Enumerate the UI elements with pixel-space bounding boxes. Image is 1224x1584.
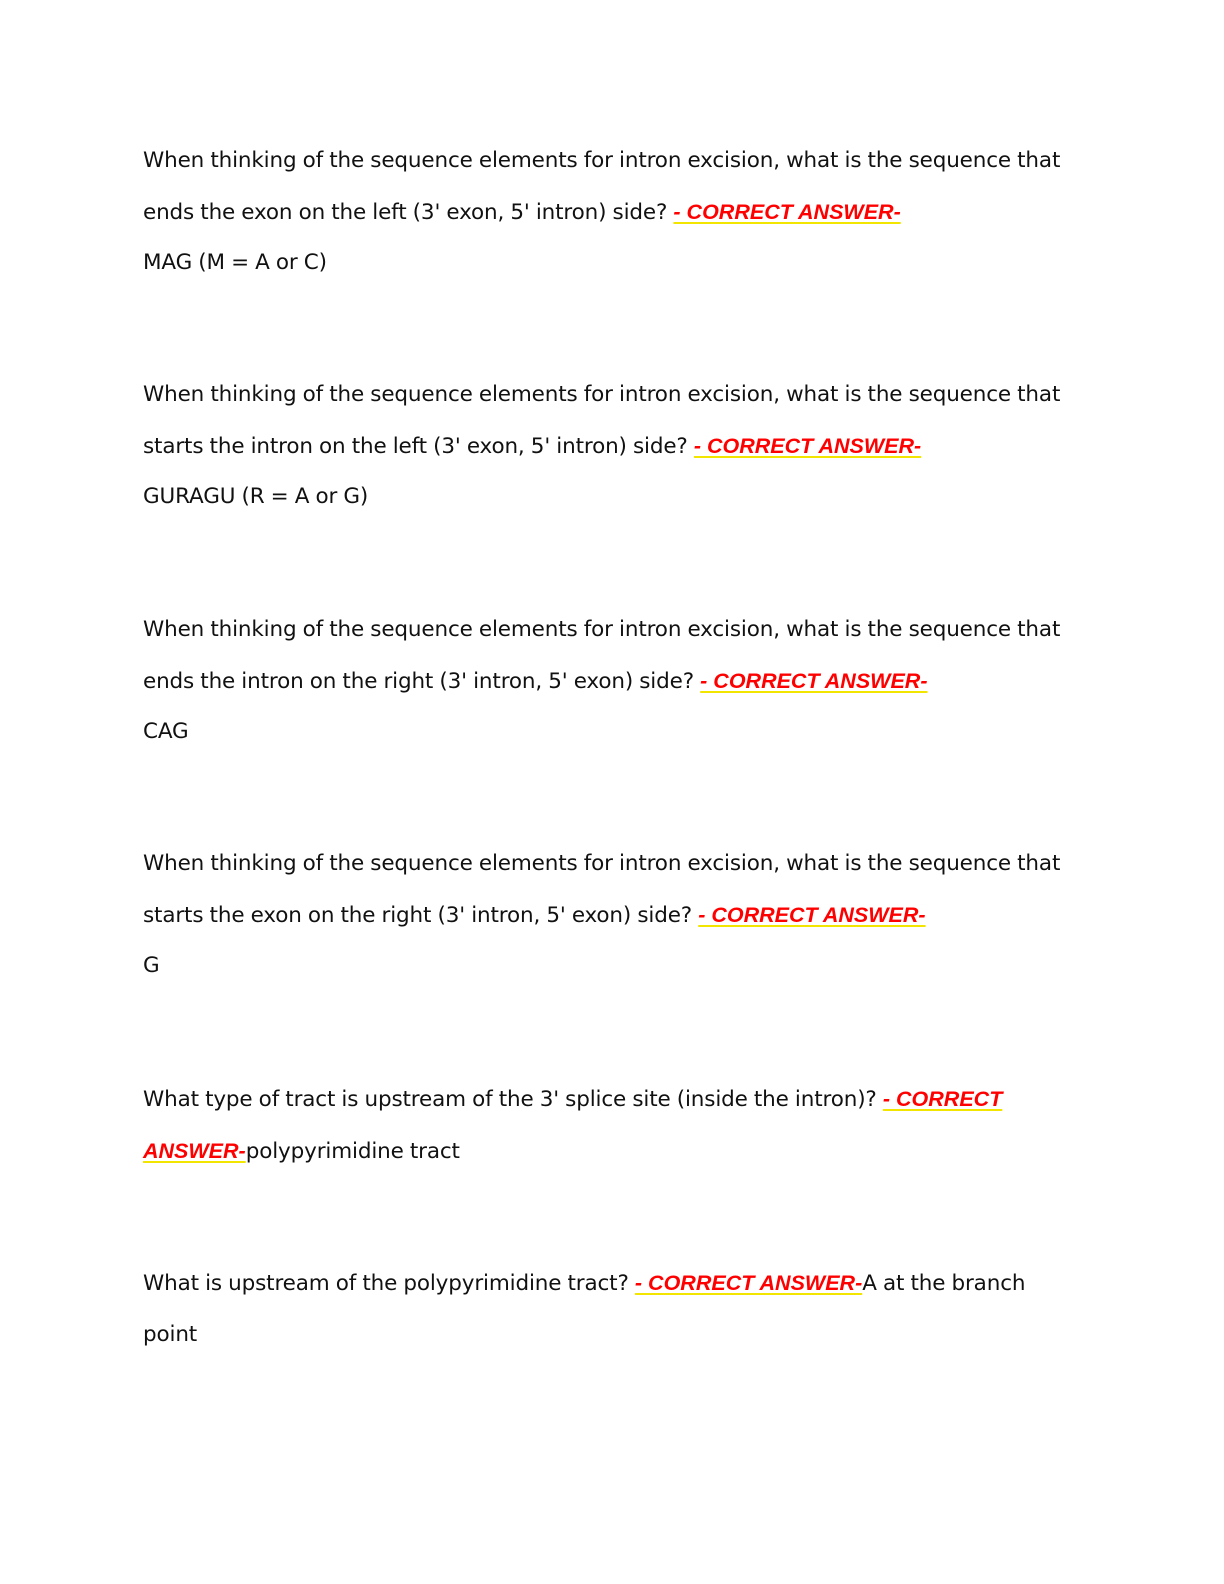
answer-text: CAG <box>143 719 189 744</box>
correct-answer-marker: - CORRECT ANSWER- <box>634 1271 863 1295</box>
correct-answer-marker: - CORRECT ANSWER- <box>698 902 926 927</box>
answer-text: MAG (M = A or C) <box>143 250 327 275</box>
qa-item <box>143 839 1083 992</box>
correct-answer-marker: - CORRECT ANSWER- <box>673 199 901 224</box>
correct-answer-marker: - CORRECT ANSWER- <box>143 1087 1003 1163</box>
qa-item <box>143 605 1083 758</box>
answer-text: GURAGU (R = A or G) <box>143 484 369 509</box>
question-text: When thinking of the sequence elements for intron excision, what is the sequence that starts the exon on the right (3' intron, 5' exon) side? <box>143 851 1061 928</box>
answer-text: A at the branch point <box>143 1271 1026 1347</box>
correct-answer-marker: - CORRECT ANSWER- <box>693 433 922 458</box>
answer-text: polypyrimidine tract <box>245 1138 460 1164</box>
qa-item <box>143 1258 1083 1360</box>
question-text: What type of tract is upstream of the 3' splice site (inside the intron)? <box>143 1087 877 1112</box>
question-text: When thinking of the sequence elements for intron excision, what is the sequence that ends the exon on the left (3' exon, 5' intron) side? <box>143 148 1061 225</box>
qa-item <box>143 370 1083 523</box>
question-text: When thinking of the sequence elements for intron excision, what is the sequence that ends the intron on the right (3' intron, 5' exon) side? <box>143 617 1061 694</box>
question-text: When thinking of the sequence elements for intron excision, what is the sequence that starts the intron on the left (3' exon, 5' intron) side? <box>143 382 1061 459</box>
qa-item <box>143 1074 1083 1177</box>
question-text: What is upstream of the polypyrimidine tract? <box>143 1271 629 1296</box>
correct-answer-marker: - CORRECT ANSWER- <box>700 668 928 693</box>
qa-item <box>143 136 1083 289</box>
answer-text: G <box>143 953 160 978</box>
